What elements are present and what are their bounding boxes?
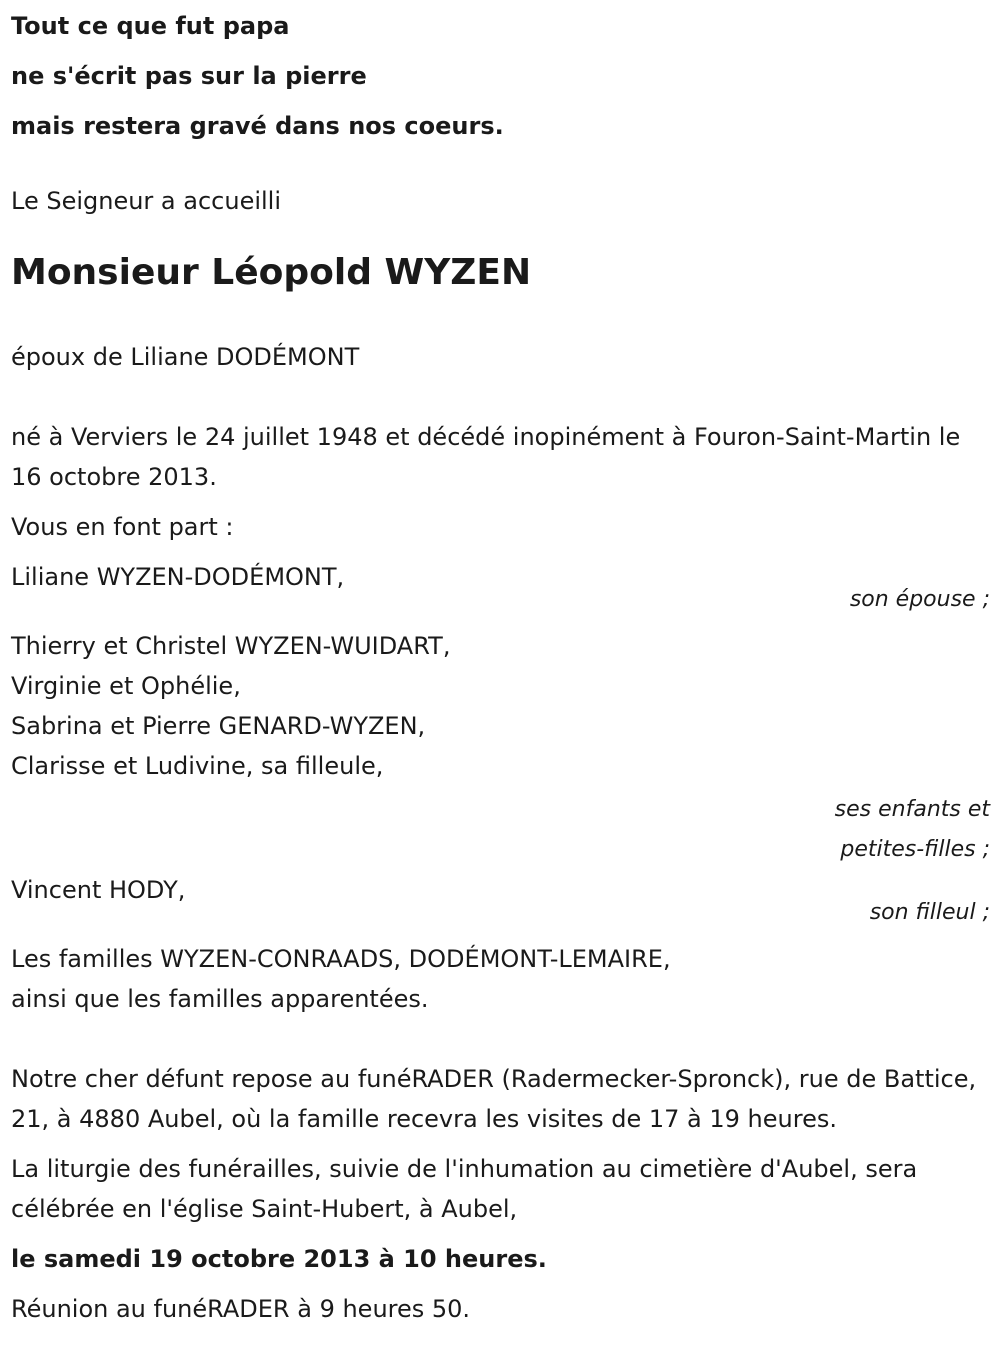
deceased-name: Monsieur Léopold WYZEN: [11, 252, 532, 293]
child-line-2: Virginie et Ophélie,: [11, 672, 241, 700]
godson-role: son filleul ;: [869, 900, 990, 925]
funeral-date: le samedi 19 octobre 2013 à 10 heures.: [11, 1245, 547, 1273]
poem-line-3: mais restera gravé dans nos coeurs.: [11, 112, 504, 140]
children-role-2: petites-filles ;: [840, 837, 990, 862]
poem: [11, 0, 991, 151]
child-line-1: Thierry et Christel WYZEN-WUIDART,: [11, 632, 451, 660]
birth-death-text: né à Verviers le 24 juillet 1948 et décédé inopinément à Fouron-Saint-Martin le 16 octobre 2013.: [11, 423, 961, 491]
mourners-list: [11, 557, 991, 1019]
obituary-document: [11, 0, 991, 1329]
poem-line-1: Tout ce que fut papa: [11, 12, 290, 40]
spouse-role: son épouse ;: [849, 587, 990, 612]
children-role-1: ses enfants et: [834, 797, 990, 822]
announce-text: Vous en font part :: [11, 513, 234, 541]
spouse-line: époux de Liliane DODÉMONT: [11, 343, 360, 371]
rest-text: Notre cher défunt repose au funéRADER (Radermecker-Spronck), rue de Battice, 21, à 4880 Aubel, où la famille recevra les visites de 17 à 19 heures.: [11, 1065, 977, 1133]
families-line-2: ainsi que les familles apparentées.: [11, 985, 429, 1013]
spouse-name: Liliane WYZEN-DODÉMONT,: [11, 563, 345, 591]
families-line-1: Les familles WYZEN-CONRAADS, DODÉMONT-LEMAIRE,: [11, 945, 671, 973]
child-line-4: Clarisse et Ludivine, sa filleule,: [11, 752, 384, 780]
godson-name: Vincent HODY,: [11, 876, 186, 904]
child-line-3: Sabrina et Pierre GENARD-WYZEN,: [11, 712, 426, 740]
intro-text: Le Seigneur a accueilli: [11, 187, 282, 215]
poem-line-2: ne s'écrit pas sur la pierre: [11, 62, 367, 90]
liturgy-text: La liturgie des funérailles, suivie de l'inhumation au cimetière d'Aubel, sera célébrée en l'église Saint-Hubert, à Aubel,: [11, 1155, 918, 1223]
meeting-text: Réunion au funéRADER à 9 heures 50.: [11, 1295, 471, 1323]
